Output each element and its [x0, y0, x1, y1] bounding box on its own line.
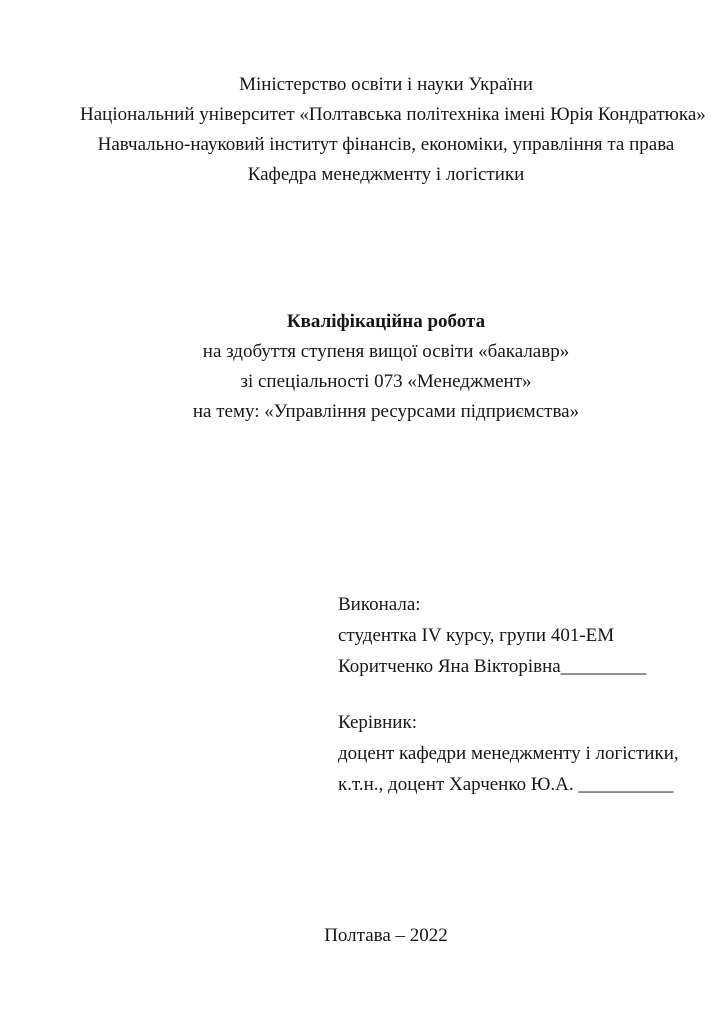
department-line: Кафедра менеджменту і логістики [247, 164, 525, 185]
student-line: студентка IV курсу, групи 401-ЕМ [338, 625, 615, 646]
university-header [80, 70, 706, 190]
footer-block [80, 921, 692, 951]
executor-block [80, 589, 692, 682]
institute-line: Навчально-науковий інститут фінансів, економіки, управління та права [97, 134, 675, 155]
specialty-line: зі спеціальності 073 «Менеджмент» [240, 371, 532, 392]
supervisor-label: Керівник: [338, 712, 417, 733]
degree-line: на здобуття ступеня вищої освіти «бакалавр» [202, 341, 570, 362]
supervisor-name-signature-line: к.т.н., доцент Харченко Ю.А. __________ [338, 774, 674, 795]
student-name-signature-line: Коритченко Яна Вікторівна_________ [338, 656, 647, 677]
topic-line: на тему: «Управління ресурсами підприємства» [192, 401, 580, 422]
work-type-title: Кваліфікаційна робота [286, 311, 486, 332]
executor-label: Виконала: [338, 594, 421, 615]
university-line: Національний університет «Полтавська політехніка імені Юрія Кондратюка» [80, 104, 706, 125]
ministry-line: Міністерство освіти і науки України [239, 74, 533, 95]
supervisor-block [80, 707, 692, 800]
work-title-block [80, 307, 692, 427]
city-year-line: Полтава – 2022 [324, 925, 448, 946]
supervisor-position-line: доцент кафедри менеджменту і логістики, [338, 743, 679, 764]
